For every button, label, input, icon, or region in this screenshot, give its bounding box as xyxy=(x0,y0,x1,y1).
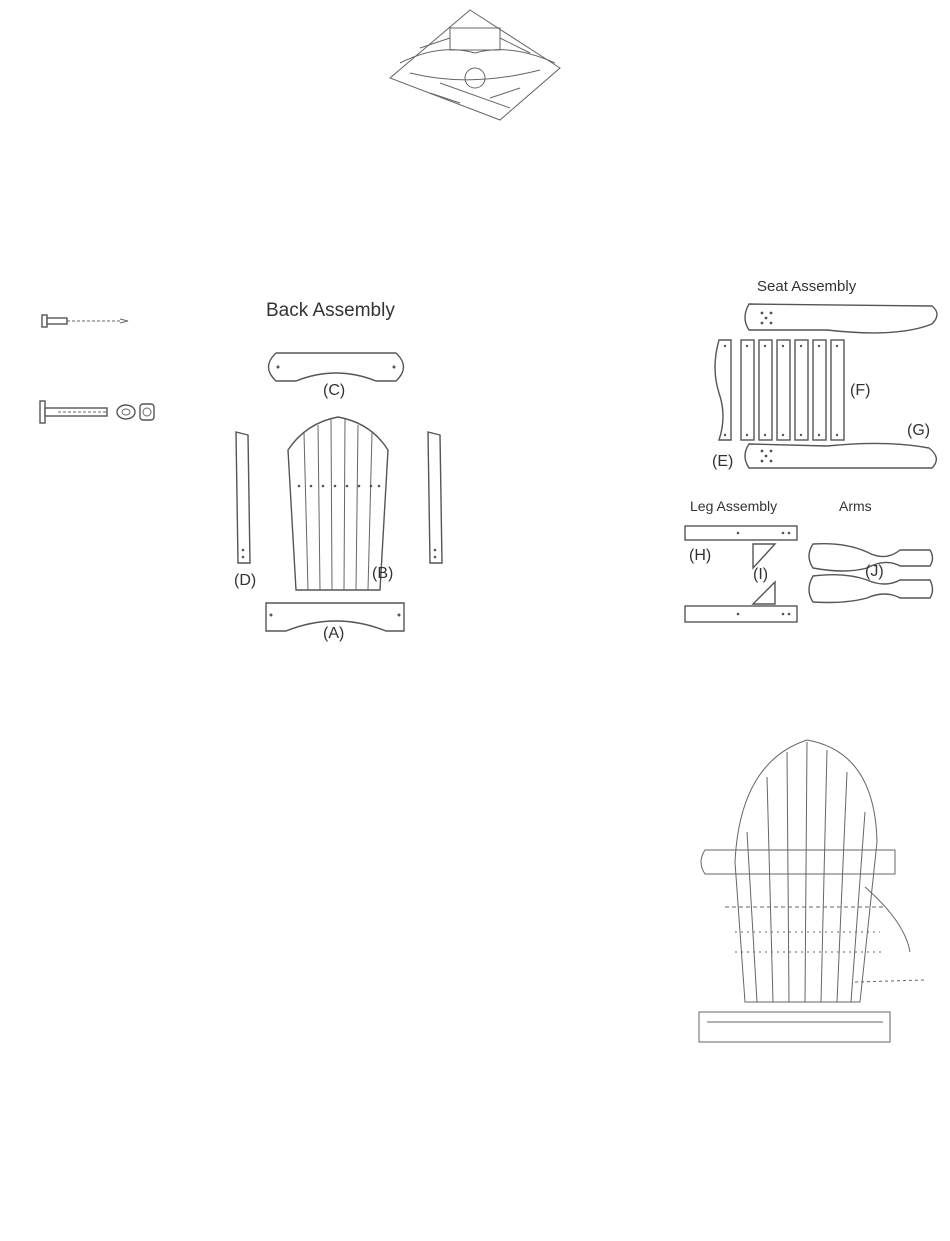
seat-side-rail-top xyxy=(745,304,937,333)
part-d-brace-left xyxy=(236,432,250,563)
part-h-label: (H) xyxy=(689,547,712,564)
part-c-rail xyxy=(269,353,404,381)
part-f-seat-slats xyxy=(741,340,844,440)
arms-diagram xyxy=(805,540,937,606)
part-c-label: (C) xyxy=(323,382,346,399)
part-e-front-rail xyxy=(715,340,731,440)
part-d-brace-right xyxy=(428,432,442,563)
part-a-label: (A) xyxy=(323,625,345,642)
part-d-label: (D) xyxy=(234,572,257,589)
arms-title: Arms xyxy=(839,498,872,514)
part-j-label: (J) xyxy=(865,563,884,580)
back-assembly-title: Back Assembly xyxy=(266,300,395,321)
part-h-leg-top xyxy=(685,526,797,540)
leg-assembly-diagram xyxy=(683,520,808,630)
seat-assembly-title: Seat Assembly xyxy=(757,278,857,295)
part-h-leg-bottom xyxy=(685,606,797,622)
part-g-label: (G) xyxy=(907,422,931,439)
screw-icon xyxy=(40,312,130,332)
sketch-logo-icon xyxy=(390,10,560,120)
part-f-label: (F) xyxy=(850,382,871,399)
part-e-label: (E) xyxy=(712,453,734,470)
part-b-label: (B) xyxy=(372,565,394,582)
leg-assembly-title: Leg Assembly xyxy=(690,498,778,514)
back-assembly-diagram xyxy=(226,345,426,645)
seat-assembly-diagram xyxy=(707,298,942,478)
logo-icon xyxy=(380,8,570,128)
part-i-label: (I) xyxy=(753,566,769,583)
assembled-chair-icon xyxy=(695,722,935,1042)
seat-side-rail-bottom xyxy=(745,443,936,468)
bolt-washer-nut-icon xyxy=(38,399,168,429)
